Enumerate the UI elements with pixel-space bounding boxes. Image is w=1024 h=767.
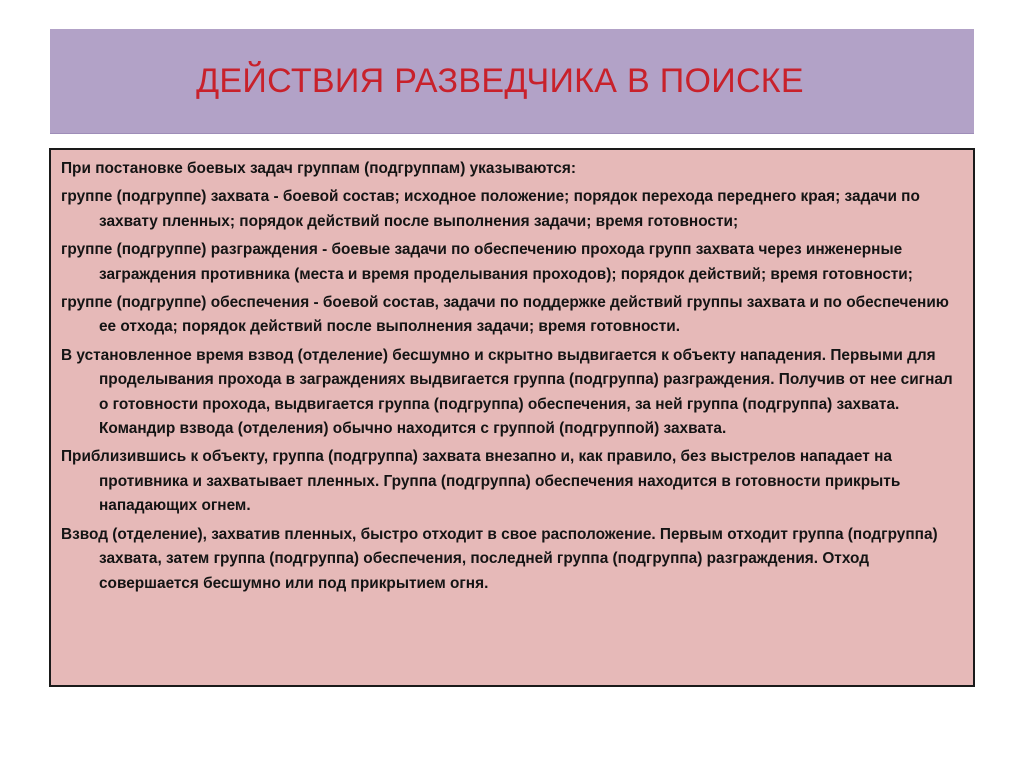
- title-banner: [50, 29, 974, 134]
- slide-title: ДЕЙСТВИЯ РАЗВЕДЧИКА В ПОИСКЕ: [196, 61, 804, 100]
- paragraph-withdrawal: Взвод (отделение), захватив пленных, быстро отходит в свое расположение. Первым отходит группа (подгруппа) захвата, затем группа (подгруппа) обеспечения, последней группа (подгруппа) разграждения. Отход совершается бесшумно или под прикрытием огня.: [61, 525, 938, 592]
- paragraph-advance: В установленное время взвод (отделение) бесшумно и скрытно выдвигается к объекту нападения. Первыми для проделывания прохода в заграждениях выдвигается группа (подгруппа) разграждения. Получив от нее сигнал о готовности прохода, выдвигается группа (подгруппа) обеспечения, за ней группа (подгруппа) захвата. Командир взвода (отделения) обычно находится с группой (подгруппой) захвата.: [61, 346, 953, 438]
- paragraph-support-group: группе (подгруппе) обеспечения - боевой состав, задачи по поддержке действий группы захвата и по обеспечению ее отхода; порядок действий после выполнения задачи; время готовности.: [61, 294, 949, 336]
- paragraph-intro: При постановке боевых задач группам (подгруппам) указываются:: [61, 160, 576, 177]
- paragraph-attack: Приблизившись к объекту, группа (подгруппа) захвата внезапно и, как правило, без выстрелов нападает на противника и захватывает пленных. Группа (подгруппа) обеспечения находится в готовности прикрыть нападающих огнем.: [61, 448, 901, 515]
- paragraph-capture-group: группе (подгруппе) захвата - боевой состав; исходное положение; порядок перехода переднего края; задачи по захвату пленных; порядок действий после выполнения задачи; время готовности;: [61, 188, 920, 230]
- paragraph-breaching-group: группе (подгруппе) разграждения - боевые задачи по обеспечению прохода групп захвата через инженерные заграждения противника (места и время проделывания проходов); порядок действий; время готовности;: [61, 241, 913, 283]
- content-panel: [49, 148, 975, 687]
